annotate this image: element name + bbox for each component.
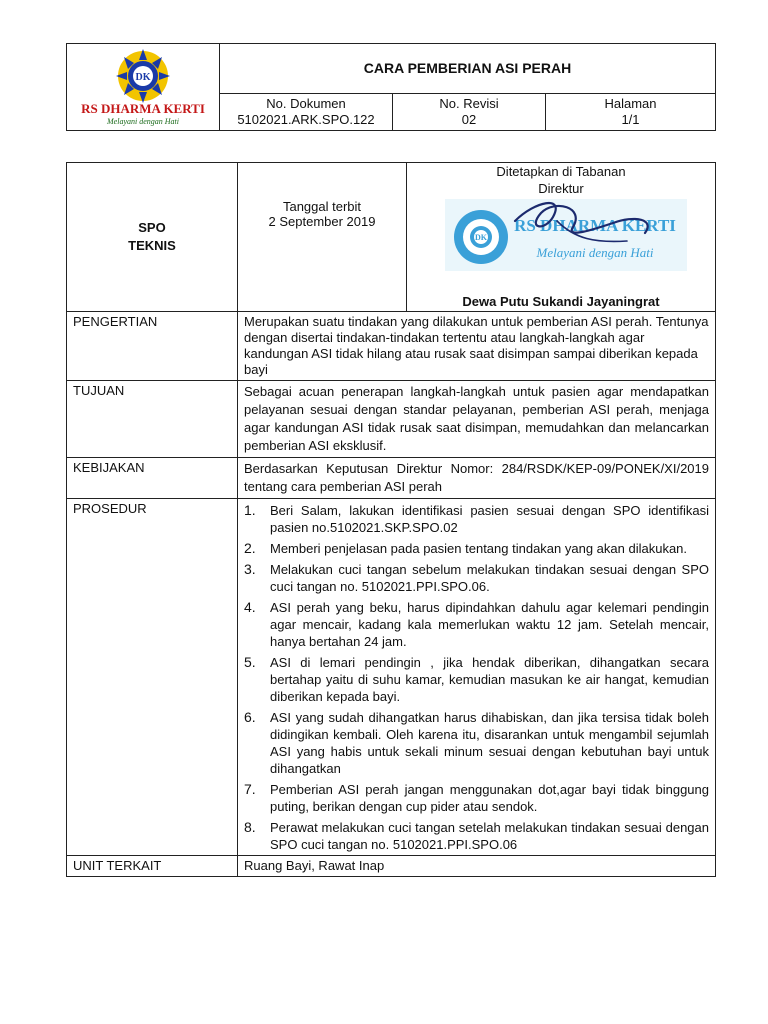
- list-item: 2. Memberi penjelasan pada pasien tentang tindakan yang akan dilakukan.: [244, 540, 688, 556]
- approval-place: Ditetapkan di Tabanan: [496, 164, 626, 179]
- svg-text:RS DHARMA KERTI: RS DHARMA KERTI: [81, 100, 205, 116]
- kebijakan-text: Berdasarkan Keputusan Direktur Nomor: 284/RSDK/KEP-09/PONEK/XI/2019 tentang cara pemberian ASI perah: [238, 458, 716, 499]
- prosedur-label: PROSEDUR: [67, 499, 238, 856]
- director-name: Dewa Putu Sukandi Jayaningrat: [462, 294, 660, 309]
- pengertian-label: PENGERTIAN: [67, 312, 238, 381]
- pengertian-text: Merupakan suatu tindakan yang dilakukan untuk pemberian ASI perah. Tentunya dengan disertai tindakan-tindakan tertentu atau langkah-langkah agar kandungan ASI tidak hilang atau rusak saat disimpan sampai diberikan kepada bayi: [238, 312, 716, 381]
- svg-text:RS DHARMA KERTI: RS DHARMA KERTI: [514, 216, 676, 235]
- svg-text:Melayani dengan Hati: Melayani dengan Hati: [107, 116, 179, 126]
- spo-label: SPO: [138, 220, 166, 235]
- page-value: 1/1: [621, 111, 640, 127]
- svg-text:Melayani dengan Hati: Melayani dengan Hati: [536, 245, 654, 260]
- revision-value: 02: [461, 111, 477, 127]
- logo-cell: [67, 44, 220, 131]
- tujuan-label: TUJUAN: [67, 381, 238, 458]
- approval-cell: [407, 163, 716, 312]
- unit-terkait-text: Ruang Bayi, Rawat Inap: [238, 856, 716, 877]
- spo-type: TEKNIS: [128, 238, 176, 253]
- unit-terkait-label: UNIT TERKAIT: [67, 856, 238, 877]
- issue-date-label: Tanggal terbit: [282, 199, 362, 214]
- issue-date-value: 2 September 2019: [268, 214, 376, 229]
- tujuan-text: Sebagai acuan penerapan langkah-langkah untuk pasien agar mendapatkan pelayanan sesuai dengan standar pelayanan, pemberian ASI perah, menjaga agar kandungan ASI tidak rusak saat disimpan, memudahkan dan melancarkan pemberian ASI eksklusif.: [238, 381, 716, 458]
- doc-number-label: No. Dokumen: [266, 95, 346, 111]
- doc-number-cell: [220, 93, 393, 130]
- list-item: 8. Perawat melakukan cuci tangan setelah melakukan tindakan sesuai dengan SPO cuci tangan no. 5102021.PPI.SPO.06: [244, 819, 709, 852]
- list-item: 6. ASI yang sudah dihangatkan harus dihabiskan, dan jika tersisa tidak boleh didingikan kembali. Oleh karena itu, disarankan untuk mengambil sejumlah ASI yang habis untuk sekali minum sesuai dengan kebutuhan bayi untuk dihangatkan: [244, 709, 709, 776]
- list-item: 5. ASI di lemari pendingin , jika hendak diberikan, dihangatkan secara bertahap yaitu di suhu kamar, kemudian masukan ke air hangat, kemudian diberikan kepada bayi.: [244, 654, 709, 704]
- prosedur-list: [244, 502, 709, 853]
- list-item: 3. Melakukan cuci tangan sebelum melakukan tindakan sesuai dengan SPO cuci tangan no. 5102021.PPI.SPO.06.: [244, 561, 709, 594]
- header-table: [66, 43, 716, 131]
- issue-date-cell: [238, 163, 407, 312]
- page-label: Halaman: [604, 95, 657, 111]
- list-item: 7. Pemberian ASI perah jangan menggunakan dot,agar bayi tidak binggung puting, berikan dengan cup pider atau sendok.: [244, 781, 709, 814]
- director-stamp-signature: [445, 199, 687, 271]
- document-title: CARA PEMBERIAN ASI PERAH: [220, 44, 716, 94]
- approval-role: Direktur: [538, 181, 584, 196]
- doc-number-value: 5102021.ARK.SPO.122: [237, 111, 375, 127]
- page-cell: [546, 93, 716, 130]
- list-item: 1. Beri Salam, lakukan identifikasi pasien sesuai dengan SPO identifikasi pasien no.5102021.SKP.SPO.02: [244, 502, 709, 535]
- spo-type-cell: [67, 163, 238, 312]
- svg-text:DK: DK: [135, 71, 151, 83]
- spo-table: [66, 162, 716, 877]
- revision-label: No. Revisi: [439, 95, 499, 111]
- hospital-logo: [73, 46, 213, 126]
- list-item: 4. ASI perah yang beku, harus dipindahkan dahulu agar kelemari pendingin agar mencair, kadang kala memerlukan waktu 12 jam. Setelah mencair, hanya bertahan 24 jam.: [244, 599, 709, 649]
- svg-text:DK: DK: [475, 233, 487, 242]
- prosedur-cell: [238, 499, 716, 856]
- revision-cell: [393, 93, 546, 130]
- kebijakan-label: KEBIJAKAN: [67, 458, 238, 499]
